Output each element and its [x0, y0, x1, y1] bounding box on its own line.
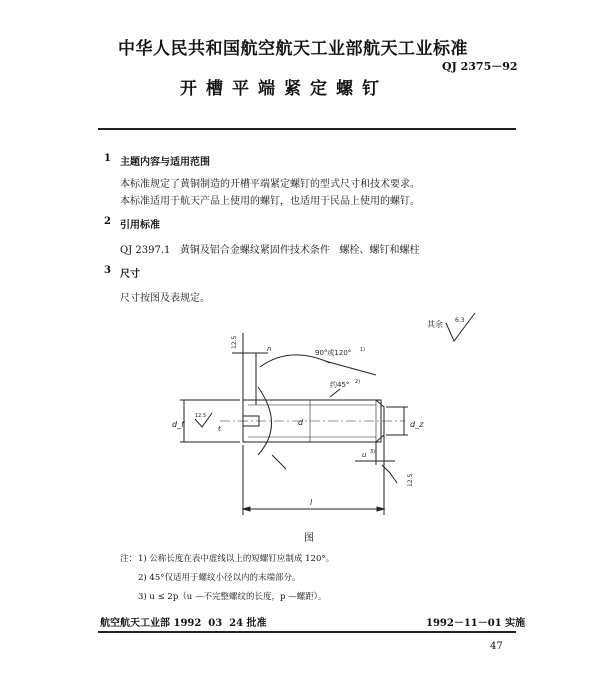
approval-line: 航空航天工业部 1992 03 24 批准: [100, 618, 267, 629]
note-3: 3) u ≤ 2p（u —不完整螺纹的长度，p —螺距）。: [138, 592, 327, 602]
figure-caption: 图: [304, 533, 314, 544]
screw-drawing: [150, 305, 490, 530]
dim-dz: d_z: [410, 420, 424, 429]
page-number: 47: [490, 641, 503, 652]
angle-label: 90°或120°: [315, 349, 352, 357]
roughness-value: 6.3: [455, 317, 465, 324]
dim-df: d_f: [172, 420, 184, 429]
section-2-number: 2: [104, 216, 111, 227]
dim-u: u: [362, 451, 367, 459]
effective-date: 1992－11－01 实施: [426, 618, 526, 629]
dim-l: l: [310, 498, 313, 507]
notes-label: 注：: [120, 554, 138, 564]
chamfer-label: 约45°: [330, 381, 350, 389]
standard-organization: 中华人民共和国航空航天工业部航天工业标准: [118, 39, 468, 59]
chamfer-note: 2): [355, 379, 361, 385]
rough-12-5-top: 12.5: [231, 335, 238, 349]
section-3-number: 3: [104, 265, 111, 276]
standard-code: QJ 2375－92: [442, 60, 518, 73]
dim-n: n: [267, 345, 272, 353]
section-3-para-1: 尺寸按图及表规定。: [120, 293, 210, 304]
section-1-title: 主题内容与适用范围: [120, 157, 210, 168]
angle-note: 1): [360, 347, 366, 353]
dim-u-note: 3): [370, 449, 376, 455]
footer-rule: [98, 631, 516, 633]
document-title: 开槽平端紧定螺钉: [180, 79, 388, 99]
note-1: 1) 公称长度在表中虚线以上的短螺钉应制成 120°。: [138, 554, 335, 564]
dim-d: d: [298, 418, 304, 427]
dim-t: t: [218, 425, 221, 433]
section-2-title: 引用标准: [120, 220, 160, 231]
section-3-title: 尺寸: [120, 269, 140, 280]
header-rule: [98, 128, 516, 130]
section-2-para-1: QJ 2397.1 黄铜及铝合金螺纹紧固件技术条件 螺栓、螺钉和螺柱: [120, 245, 420, 256]
rough-12-5-left: 12.5: [195, 413, 207, 419]
section-1-para-1: 本标准规定了黄铜制造的开槽平端紧定螺钉的型式尺寸和技术要求。: [120, 179, 420, 190]
roughness-label: 其余: [427, 320, 443, 329]
rough-12-5-right: 12.5: [407, 473, 414, 487]
note-2: 2) 45°仅适用于螺纹小径以内的末端部分。: [138, 573, 301, 583]
section-1-para-2: 本标准适用于航天产品上使用的螺钉，也适用于民品上使用的螺钉。: [120, 196, 420, 207]
section-1-number: 1: [104, 153, 111, 164]
